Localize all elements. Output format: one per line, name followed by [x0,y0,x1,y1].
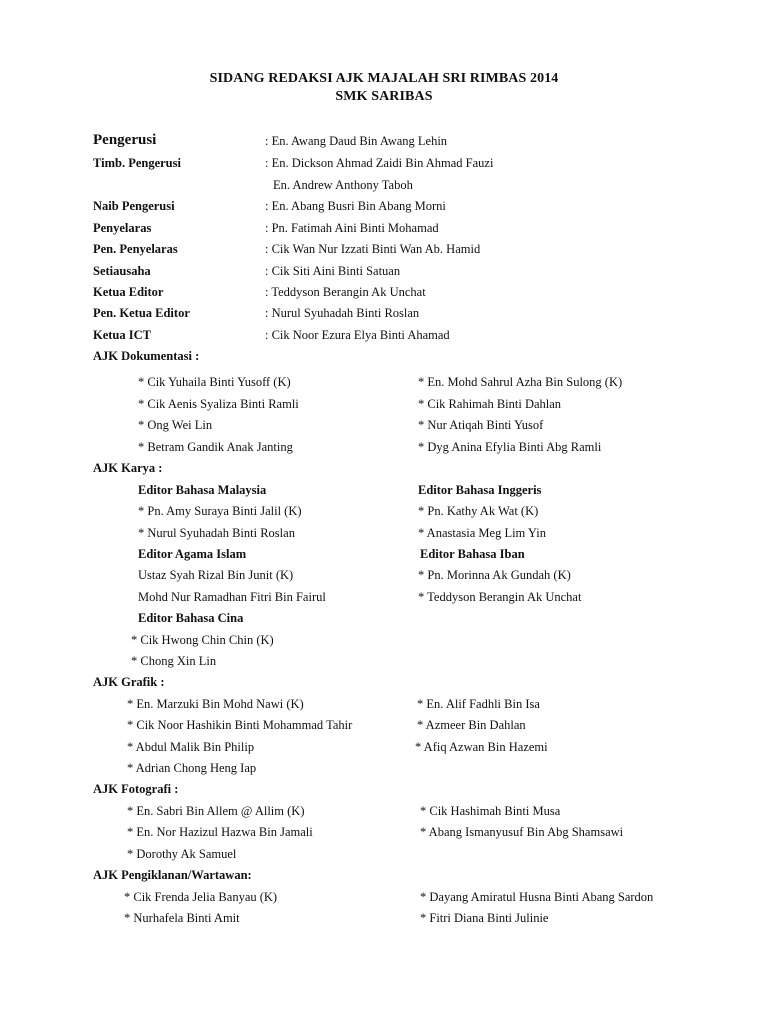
list-item: * Betram Gandik Anak Janting [138,440,293,454]
officer-value: : En. Dickson Ahmad Zaidi Bin Ahmad Fauzi [265,156,494,170]
list-item: * Cik Hwong Chin Chin (K) [131,633,274,647]
officer-value: : En. Abang Busri Bin Abang Morni [265,199,446,213]
officer-row [93,240,693,258]
list-item: Ustaz Syah Rizal Bin Junit (K) [138,568,294,582]
document-title: SIDANG REDAKSI AJK MAJALAH SRI RIMBAS 2014 [209,71,559,86]
subheading-editor-bahasa-malaysia: Editor Bahasa Malaysia [138,483,267,497]
list-item: * Cik Noor Hashikin Binti Mohammad Tahir [127,718,353,732]
list-item: * Pn. Amy Suraya Binti Jalil (K) [138,504,302,518]
list-item: * Dorothy Ak Samuel [127,847,237,861]
officer-value: En. Andrew Anthony Taboh [273,178,413,192]
list-item: * En. Nor Hazizul Hazwa Bin Jamali [127,825,313,839]
list-item: * Abdul Malik Bin Philip [127,740,255,754]
list-item: * Ong Wei Lin [138,418,213,432]
officer-label: Ketua Editor [93,285,164,299]
officer-value: : Nurul Syuhadah Binti Roslan [265,306,420,320]
section-heading-dokumentasi: AJK Dokumentasi : [93,349,200,363]
list-item: * Abang Ismanyusuf Bin Abg Shamsawi [420,825,624,839]
list-item: * Azmeer Bin Dahlan [417,718,526,732]
officer-row [93,197,693,215]
list-item: * Pn. Morinna Ak Gundah (K) [418,568,571,582]
officer-label: Pengerusi [93,132,157,148]
list-item: * Chong Xin Lin [131,654,217,668]
subheading-editor-bahasa-iban: Editor Bahasa Iban [420,547,525,561]
list-item: * Cik Hashimah Binti Musa [420,804,561,818]
officer-label: Naib Pengerusi [93,199,175,213]
list-item: * Cik Frenda Jelia Banyau (K) [124,890,278,904]
list-item: * En. Mohd Sahrul Azha Bin Sulong (K) [418,375,623,389]
subheading-editor-agama-islam: Editor Agama Islam [138,547,247,561]
list-item: * Anastasia Meg Lim Yin [418,526,546,540]
list-item: * Nur Atiqah Binti Yusof [418,418,544,432]
officer-label: Setiausaha [93,264,151,278]
officer-row [93,283,693,301]
list-item: * Dyg Anina Efylia Binti Abg Ramli [418,440,602,454]
list-item: * En. Alif Fadhli Bin Isa [417,697,540,711]
list-item: * Cik Aenis Syaliza Binti Ramli [138,397,299,411]
officer-row [93,326,693,344]
list-item: * Nurul Syuhadah Binti Roslan [138,526,295,540]
officer-label: Ketua ICT [93,328,151,342]
officer-label: Pen. Ketua Editor [93,306,190,320]
list-item: Mohd Nur Ramadhan Fitri Bin Fairul [138,590,326,604]
officer-value: : Cik Wan Nur Izzati Binti Wan Ab. Hamid [265,242,481,256]
list-item: * Pn. Kathy Ak Wat (K) [418,504,539,518]
officer-value: : Pn. Fatimah Aini Binti Mohamad [265,221,439,235]
subheading-editor-bahasa-inggeris: Editor Bahasa Inggeris [418,483,542,497]
section-heading-karya: AJK Karya : [93,461,163,475]
officer-label: Pen. Penyelaras [93,242,178,256]
officer-row [93,131,693,149]
officer-row [93,219,693,237]
section-heading-grafik: AJK Grafik : [93,675,165,689]
officer-value: : En. Awang Daud Bin Awang Lehin [265,134,448,148]
officer-row [93,304,693,322]
officer-row [93,176,693,194]
list-item: * Adrian Chong Heng Iap [127,761,257,775]
officer-value: : Teddyson Berangin Ak Unchat [265,285,426,299]
officer-row [93,154,693,172]
list-item: * En. Marzuki Bin Mohd Nawi (K) [127,697,304,711]
officer-row [93,262,693,280]
list-item: * Dayang Amiratul Husna Binti Abang Sardon [420,890,654,904]
list-item: * Afiq Azwan Bin Hazemi [415,740,548,754]
subheading-editor-bahasa-cina: Editor Bahasa Cina [138,611,244,625]
list-item: * Fitri Diana Binti Julinie [420,911,549,925]
list-item: * Teddyson Berangin Ak Unchat [418,590,582,604]
officer-label: Penyelaras [93,221,152,235]
list-item: * En. Sabri Bin Allem @ Allim (K) [127,804,305,818]
officer-value: : Cik Siti Aini Binti Satuan [265,264,401,278]
list-item: * Cik Yuhaila Binti Yusoff (K) [138,375,291,389]
section-heading-pengiklanan: AJK Pengiklanan/Wartawan: [93,868,252,882]
officer-value: : Cik Noor Ezura Elya Binti Ahamad [265,328,450,342]
list-item: * Nurhafela Binti Amit [124,911,240,925]
list-item: * Cik Rahimah Binti Dahlan [418,397,562,411]
officer-label: Timb. Pengerusi [93,156,181,170]
document-subtitle: SMK SARIBAS [335,89,433,104]
section-heading-fotografi: AJK Fotografi : [93,782,179,796]
